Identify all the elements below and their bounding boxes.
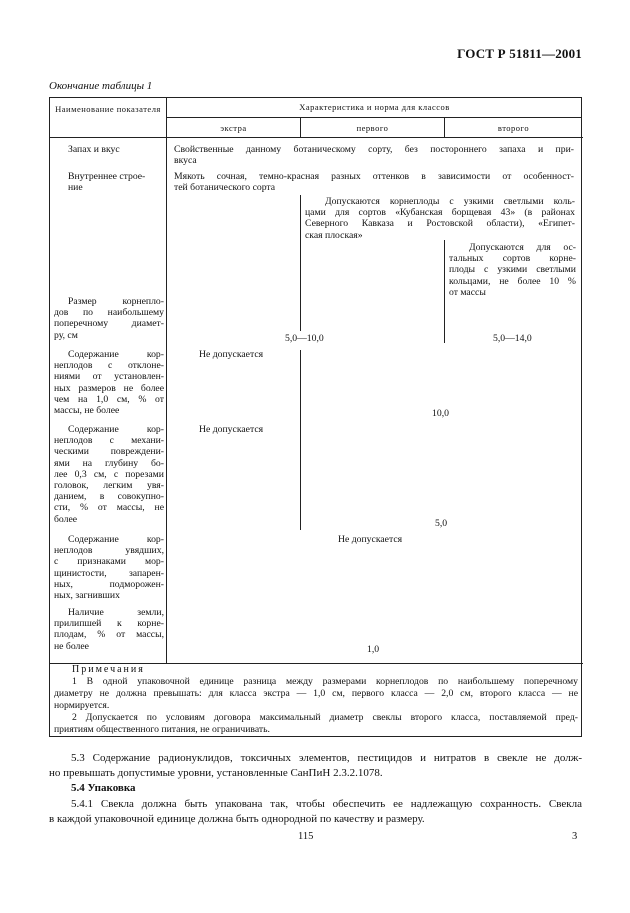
value-damage-first-second: 5,0: [435, 518, 448, 529]
paragraph-5-4-1: [49, 797, 582, 827]
text-line: 5.4.1 Свекла должна быть упакована так, чтобы обеспечить ее надлежащую сохранность. Свекла: [71, 798, 582, 810]
value-damage-extra: Не допускается: [199, 424, 264, 435]
row-value-internal-second: [449, 242, 576, 298]
text-line: ческими повреждени-: [54, 446, 164, 458]
page-number-center: 115: [298, 831, 314, 842]
text-line: с признаками мор-: [54, 556, 164, 568]
text-line: от массы: [449, 286, 486, 298]
col-divider-extra-first-lower: [300, 350, 301, 530]
text-line: дов по наибольшему: [54, 307, 164, 319]
text-line: лее 0,3 см, с порезами: [54, 468, 164, 480]
column-header-first: первого: [356, 123, 389, 133]
text-line: диаметру не должна превышать: для класса экстра — 1,0 см, первого класса — 2,0 см, второго класса — не: [54, 688, 578, 699]
text-line: 5.3 Содержание радионуклидов, токсичных элементов, пестицидов и нитратов в свекле не долж-: [71, 752, 582, 764]
text-line: ных, подморожен-: [54, 578, 164, 590]
row-label-size: [54, 296, 164, 341]
page-number-right: 3: [572, 831, 578, 842]
row-label-mechanical-damage: [54, 424, 164, 525]
header-group-line: [166, 117, 582, 118]
text-line: головок, легким увя-: [54, 480, 164, 492]
row-label-size-deviation: [54, 349, 164, 416]
text-line: тей ботанического сорта: [174, 182, 276, 194]
section-heading-5-4: 5.4 Упаковка: [71, 782, 136, 794]
col-divider-extra-first-upper: [300, 195, 301, 331]
value-wilted-all: Не допускается: [338, 534, 403, 545]
text-line: ных размеров не более: [54, 382, 164, 394]
value-size-second: 5,0—14,0: [493, 333, 532, 344]
text-line: цами для сортов «Кубанская борщевая 43» (в районах: [305, 207, 575, 219]
text-line: Наличие земли,: [68, 607, 164, 618]
value-soil-all: 1,0: [367, 644, 380, 655]
text-line: ская плоская»: [305, 229, 363, 241]
text-line: Допускаются корнеплоды с узкими светлыми коль-: [325, 196, 575, 207]
value-deviation-extra: Не допускается: [199, 349, 264, 360]
text-line: неплодов с отклоне-: [54, 360, 164, 372]
text-line: не более: [54, 640, 89, 652]
column-header-group: Характеристика и норма для классов: [299, 102, 450, 112]
notes-title: Примечания: [72, 664, 145, 675]
text-line: ных, загнивших: [54, 590, 120, 602]
paragraph-5-3: [49, 751, 582, 781]
row-label-internal-structure: [68, 171, 164, 193]
row-value-internal-first: [305, 196, 575, 241]
value-size-extra-first: 5,0—10,0: [285, 333, 324, 344]
text-line: Размер корнеплo-: [68, 296, 164, 307]
standard-code: ГОСТ Р 51811—2001: [457, 46, 582, 61]
text-line: плодам, % от массы,: [54, 629, 164, 641]
column-header-second: второго: [497, 123, 530, 133]
note-1: [54, 676, 578, 712]
text-line: данием, в совокупно-: [54, 491, 164, 503]
text-line: поперечному диамет-: [54, 318, 164, 330]
text-line: Содержание кор-: [68, 534, 164, 545]
table-caption: Окончание таблицы 1: [49, 80, 153, 92]
col-divider-indicator: [166, 98, 167, 663]
text-line: тальных сортов корне-: [449, 253, 576, 265]
col-divider-first-second: [444, 240, 445, 343]
text-line: Содержание кор-: [68, 349, 164, 360]
note-2: [54, 712, 578, 736]
text-line: кольцами, не более 10 %: [449, 275, 576, 287]
text-line: Свойственные данному ботаническому сорту, без постороннего запаха и при-: [174, 144, 574, 155]
text-line: вкуса: [174, 155, 197, 167]
text-line: но превышать допустимые уровни, установленные СанПиН 2.3.2.1078.: [49, 767, 383, 779]
text-line: Мякоть сочная, темно-красная разных оттенков в зависимости от особенност-: [174, 171, 574, 182]
value-deviation-first-second: 10,0: [432, 408, 449, 419]
text-line: ру, см: [54, 329, 78, 341]
text-line: более: [54, 513, 78, 525]
text-line: массы, не более: [54, 405, 120, 417]
quality-table: [49, 97, 582, 737]
text-line: ние: [68, 182, 83, 194]
text-line: неплодов с механи-: [54, 435, 164, 447]
header-bottom-line: [50, 137, 583, 138]
text-line: Северного Кавказа и Ростовской области), «Египет-: [305, 218, 575, 230]
text-line: ями на глубину бо-: [54, 457, 164, 469]
text-line: щинистости, запарен-: [54, 567, 164, 579]
text-line: Внутреннее стрoе-: [68, 171, 146, 182]
column-header-extra: экстра: [220, 123, 247, 133]
text-line: 1 В одной упаковочной единице разница между размерами корнеплодов по наибольшему поперечному: [72, 676, 578, 687]
text-line: прилипшей к корне-: [54, 618, 164, 630]
text-line: приятиям общественного питания, не ограничивать.: [54, 724, 270, 735]
text-line: плоды с узкими светлыми: [449, 264, 576, 276]
text-line: Допускаются для ос-: [469, 242, 576, 253]
text-line: сти, % от массы, не: [54, 502, 164, 514]
text-line: нормируется.: [54, 700, 110, 711]
text-line: в каждой упаковочной единице должна быть однородной по качеству и размеру.: [49, 813, 425, 825]
row-label-soil: [54, 607, 164, 652]
text-line: Содержание кор-: [68, 424, 164, 435]
text-line: неплодов увядших,: [54, 545, 164, 557]
column-header-indicator: Наименование показателя: [55, 104, 161, 114]
text-line: 2 Допускается по условиям договора максимальный диаметр свеклы второго класса, поставляемой пред-: [72, 712, 578, 723]
row-label-wilted: [54, 534, 164, 601]
text-line: ниями от установлен-: [54, 371, 164, 383]
row-label-smell-taste: Запах и вкус: [68, 144, 120, 155]
row-value-smell-taste: [174, 144, 574, 166]
row-value-internal-all: [174, 171, 574, 193]
text-line: чем на 1,0 см, % от: [54, 393, 164, 405]
